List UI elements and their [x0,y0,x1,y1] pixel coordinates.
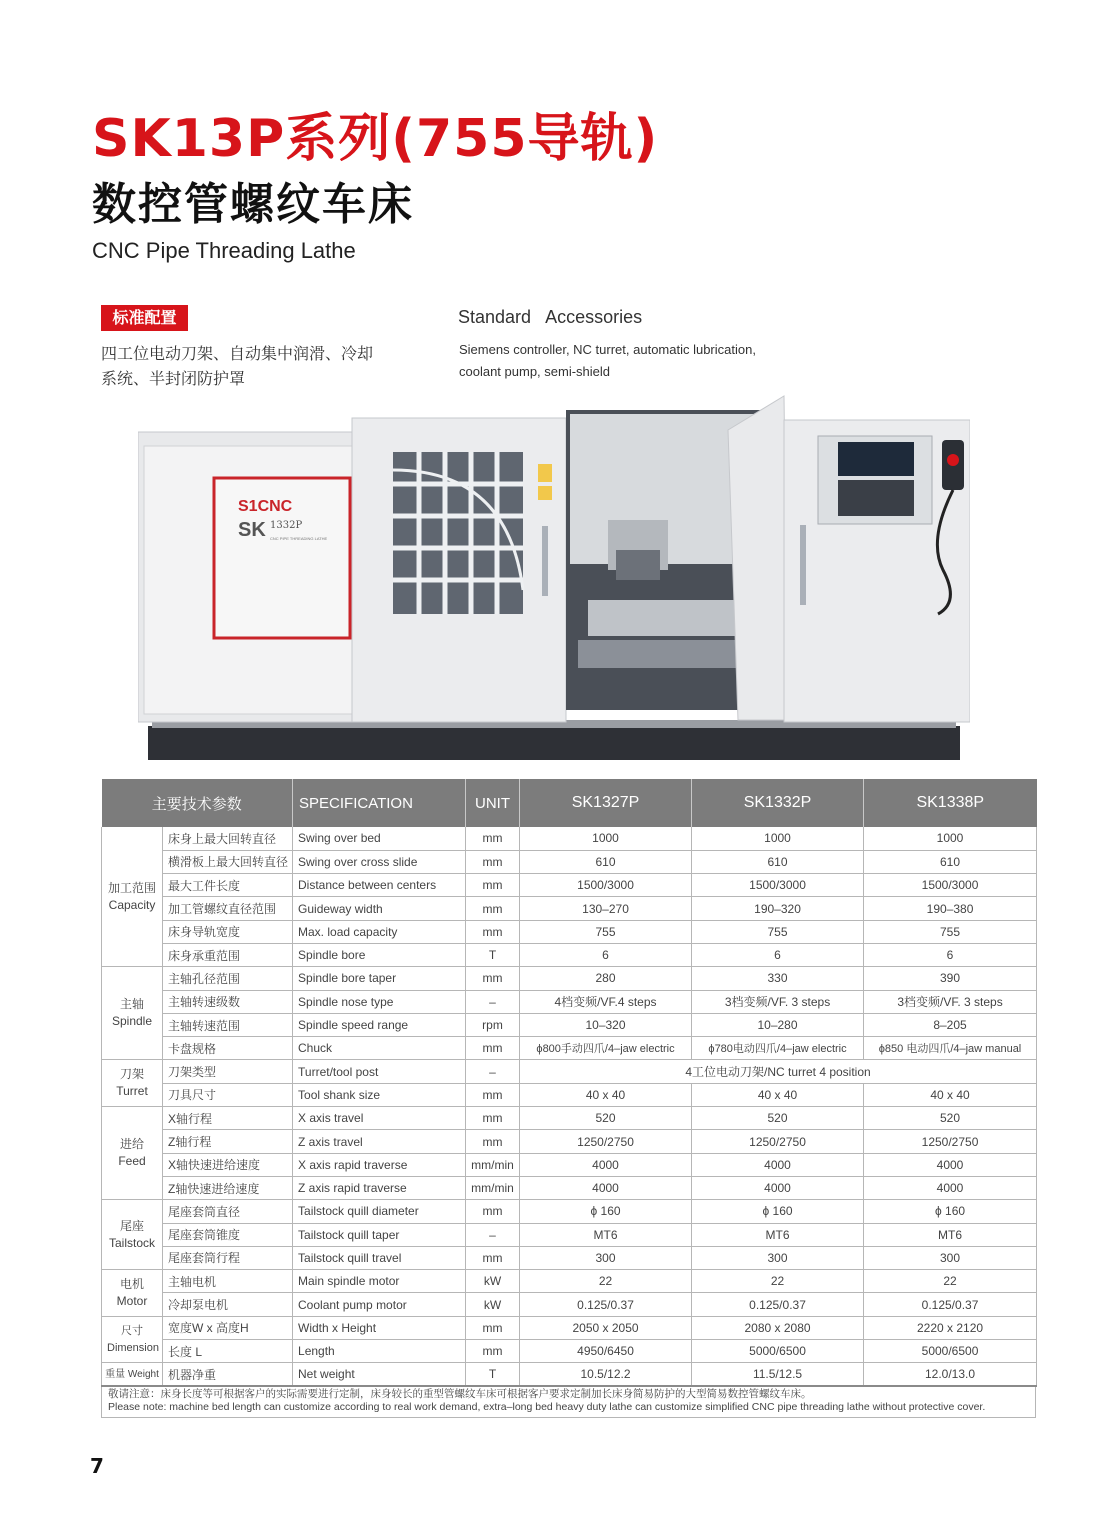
row-label-en: Spindle nose type [293,990,466,1013]
value-m2: ϕ780电动四爪/4–jaw electric [692,1037,864,1060]
value-m3: 6 [864,943,1037,966]
value-m1: 4950/6450 [520,1340,692,1363]
value-m1: ϕ800手动四爪/4–jaw electric [520,1037,692,1060]
table-row [102,1293,1037,1316]
value-m2: 4000 [692,1153,864,1176]
header-model-3: SK1338P [864,779,1037,827]
row-label-cn: 主轴电机 [163,1270,293,1293]
value-m3: 4000 [864,1153,1037,1176]
row-unit: mm [466,967,520,990]
value-m1: 4000 [520,1153,692,1176]
value-m2: 1250/2750 [692,1130,864,1153]
value-m2: 11.5/12.5 [692,1363,864,1386]
value-m2: 520 [692,1107,864,1130]
value-m3: 8–205 [864,1013,1037,1036]
product-title-cn: 数控管螺纹车床 [92,179,414,230]
table-row [102,920,1037,943]
machine-model-number: 1332P [270,520,303,531]
value-m1: 4000 [520,1176,692,1199]
value-m1: ϕ 160 [520,1200,692,1223]
row-label-en: Tool shank size [293,1083,466,1106]
value-m3: 520 [864,1107,1037,1130]
value-m2: MT6 [692,1223,864,1246]
value-m3: 390 [864,967,1037,990]
row-label-cn: 主轴转速级数 [163,990,293,1013]
table-row [102,1130,1037,1153]
row-unit: T [466,943,520,966]
row-unit: mm/min [466,1176,520,1199]
value-m2: 4000 [692,1176,864,1199]
value-m1: 40 x 40 [520,1083,692,1106]
row-unit: – [466,1060,520,1083]
row-unit: mm [466,897,520,920]
value-m1: 520 [520,1107,692,1130]
value-m2: 22 [692,1270,864,1293]
row-unit: mm [466,827,520,850]
value-all-models: 4工位电动刀架/NC turret 4 position [520,1060,1037,1083]
page-number: 7 [90,1454,104,1478]
table-row [102,874,1037,897]
row-label-cn: 卡盘规格 [163,1037,293,1060]
row-label-cn: 床身导轨宽度 [163,920,293,943]
value-m1: 10–320 [520,1013,692,1036]
value-m3: 300 [864,1246,1037,1269]
value-m3: 1000 [864,827,1037,850]
row-label-cn: 加工管螺纹直径范围 [163,897,293,920]
group-feed: 进给 Feed [102,1107,163,1200]
row-label-en: Chuck [293,1037,466,1060]
value-m1: 22 [520,1270,692,1293]
group-turret: 刀架 Turret [102,1060,163,1107]
row-label-en: Spindle bore [293,943,466,966]
row-label-en: Swing over cross slide [293,850,466,873]
value-m3: 40 x 40 [864,1083,1037,1106]
table-row [102,1060,1037,1083]
row-label-cn: Z轴快速进给速度 [163,1176,293,1199]
row-label-cn: Z轴行程 [163,1130,293,1153]
row-unit: T [466,1363,520,1386]
row-label-cn: 尾座套筒直径 [163,1200,293,1223]
row-unit: mm [466,1130,520,1153]
machine-brand: S1CNC [238,498,293,515]
accessories-en: Siemens controller, NC turret, automatic lubrication, coolant pump, semi-shield [459,342,756,379]
value-m2: 2080 x 2080 [692,1316,864,1339]
group-spindle: 主轴 Spindle [102,967,163,1060]
value-m3: 1250/2750 [864,1130,1037,1153]
table-row [102,1083,1037,1106]
value-m1: 130–270 [520,897,692,920]
row-label-en: Spindle bore taper [293,967,466,990]
accessories-cn: 四工位电动刀架、自动集中润滑、冷却系统、半封闭防护罩 [101,344,374,388]
row-unit: – [466,990,520,1013]
table-row [102,1316,1037,1339]
row-label-cn: 刀具尺寸 [163,1083,293,1106]
machine-sublabel: CNC PIPE THREADING LATHE [270,536,328,541]
table-row [102,1223,1037,1246]
value-m1: 2050 x 2050 [520,1316,692,1339]
row-label-en: Z axis travel [293,1130,466,1153]
header-model-2: SK1332P [692,779,864,827]
table-row [102,1340,1037,1363]
row-label-en: Distance between centers [293,874,466,897]
machine-model-prefix: SK [238,519,266,541]
row-label-cn: 冷却泵电机 [163,1293,293,1316]
row-label-en: Tailstock quill travel [293,1246,466,1269]
table-row [102,1246,1037,1269]
row-label-en: X axis rapid traverse [293,1153,466,1176]
row-label-cn: 床身上最大回转直径 [163,827,293,850]
row-unit: mm [466,1246,520,1269]
value-m2: 10–280 [692,1013,864,1036]
value-m1: 1000 [520,827,692,850]
value-m2: 1500/3000 [692,874,864,897]
row-label-en: Swing over bed [293,827,466,850]
group-motor: 电机 Motor [102,1270,163,1317]
value-m3: 1500/3000 [864,874,1037,897]
table-note [101,1387,1036,1418]
table-header-row [102,779,1037,827]
row-label-en: Spindle speed range [293,1013,466,1036]
row-unit: kW [466,1293,520,1316]
row-label-en: Main spindle motor [293,1270,466,1293]
row-label-en: Z axis rapid traverse [293,1176,466,1199]
row-label-cn: 横滑板上最大回转直径 [163,850,293,873]
value-m3: ϕ 160 [864,1200,1037,1223]
note-cn: 敬请注意：床身长度等可根据客户的实际需要进行定制，床身较长的重型管螺纹车床可根据客户要求定制加长床身简易防护的大型简易数控管螺纹车床。 [108,1388,812,1400]
row-label-cn: 床身承重范围 [163,943,293,966]
value-m2: 300 [692,1246,864,1269]
value-m3: 2220 x 2120 [864,1316,1037,1339]
row-label-en: Width x Height [293,1316,466,1339]
accessories-en-title: Standard Accessories [458,307,643,327]
row-label-cn: X轴行程 [163,1107,293,1130]
table-row [102,1200,1037,1223]
value-m1: 1500/3000 [520,874,692,897]
value-m2: 6 [692,943,864,966]
group-weight: 重量 Weight [102,1363,163,1386]
value-m2: 3档变频/VF. 3 steps [692,990,864,1013]
value-m1: 10.5/12.2 [520,1363,692,1386]
value-m1: 0.125/0.37 [520,1293,692,1316]
row-label-cn: 最大工件长度 [163,874,293,897]
row-unit: mm [466,1340,520,1363]
row-label-en: Length [293,1340,466,1363]
row-label-en: Guideway width [293,897,466,920]
row-unit: mm/min [466,1153,520,1176]
row-unit: mm [466,1200,520,1223]
product-title-en: CNC Pipe Threading Lathe [92,238,356,263]
value-m3: ϕ850 电动四爪/4–jaw manual [864,1037,1037,1060]
row-label-en: Max. load capacity [293,920,466,943]
table-row [102,850,1037,873]
value-m3: MT6 [864,1223,1037,1246]
value-m3: 3档变频/VF. 3 steps [864,990,1037,1013]
value-m2: 0.125/0.37 [692,1293,864,1316]
standard-config-badge: 标准配置 [101,305,188,331]
table-row [102,1037,1037,1060]
value-m3: 755 [864,920,1037,943]
row-label-cn: 刀架类型 [163,1060,293,1083]
header-unit: UNIT [466,779,520,827]
value-m3: 610 [864,850,1037,873]
row-unit: mm [466,1107,520,1130]
table-row [102,1013,1037,1036]
row-unit: mm [466,920,520,943]
table-row [102,990,1037,1013]
value-m1: MT6 [520,1223,692,1246]
row-unit: – [466,1223,520,1246]
value-m1: 280 [520,967,692,990]
value-m1: 6 [520,943,692,966]
row-label-en: Tailstock quill diameter [293,1200,466,1223]
table-row [102,943,1037,966]
value-m2: 40 x 40 [692,1083,864,1106]
table-row [102,1107,1037,1130]
value-m3: 12.0/13.0 [864,1363,1037,1386]
row-label-cn: 机器净重 [163,1363,293,1386]
table-row [102,1176,1037,1199]
value-m3: 190–380 [864,897,1037,920]
row-unit: mm [466,1083,520,1106]
row-label-en: Tailstock quill taper [293,1223,466,1246]
table-row [102,967,1037,990]
row-unit: mm [466,874,520,897]
value-m3: 0.125/0.37 [864,1293,1037,1316]
row-label-cn: 尾座套筒锥度 [163,1223,293,1246]
row-label-cn: 主轴孔径范围 [163,967,293,990]
row-label-cn: 宽度W x 高度H [163,1316,293,1339]
row-label-cn: 尾座套筒行程 [163,1246,293,1269]
row-unit: rpm [466,1013,520,1036]
row-label-en: Net weight [293,1363,466,1386]
value-m1: 755 [520,920,692,943]
value-m2: ϕ 160 [692,1200,864,1223]
value-m3: 5000/6500 [864,1340,1037,1363]
group-capacity: 加工范围 Capacity [102,827,163,967]
header-model-1: SK1327P [520,779,692,827]
row-label-cn: X轴快速进给速度 [163,1153,293,1176]
row-label-cn: 主轴转速范围 [163,1013,293,1036]
series-title: SK13P系列(755导轨) [92,109,659,169]
row-label-en: X axis travel [293,1107,466,1130]
value-m2: 190–320 [692,897,864,920]
value-m2: 5000/6500 [692,1340,864,1363]
table-row [102,1153,1037,1176]
value-m2: 330 [692,967,864,990]
table-row [102,897,1037,920]
row-label-en: Coolant pump motor [293,1293,466,1316]
table-row [102,1270,1037,1293]
row-label-en: Turret/tool post [293,1060,466,1083]
table-row [102,827,1037,850]
table-row [102,1363,1037,1386]
header-spec: SPECIFICATION [293,779,466,827]
row-label-cn: 长度 L [163,1340,293,1363]
lathe-machine-image [138,390,970,762]
value-m1: 4档变频/VF.4 steps [520,990,692,1013]
value-m2: 610 [692,850,864,873]
group-tailstock: 尾座 Tailstock [102,1200,163,1270]
group-dimension: 尺寸 Dimension [102,1316,163,1363]
value-m1: 300 [520,1246,692,1269]
row-unit: mm [466,1037,520,1060]
row-unit: mm [466,1316,520,1339]
value-m3: 22 [864,1270,1037,1293]
value-m2: 755 [692,920,864,943]
value-m1: 610 [520,850,692,873]
header-params: 主要技术参数 [102,779,293,827]
row-unit: mm [466,850,520,873]
value-m3: 4000 [864,1176,1037,1199]
note-en: Please note: machine bed length can customize according to real work demand, extra–long bed heavy duty lathe can customize simplified CNC pipe threading lathe without protective cover. [108,1401,986,1413]
value-m1: 1250/2750 [520,1130,692,1153]
spec-table [101,779,1037,1387]
row-unit: kW [466,1270,520,1293]
value-m2: 1000 [692,827,864,850]
